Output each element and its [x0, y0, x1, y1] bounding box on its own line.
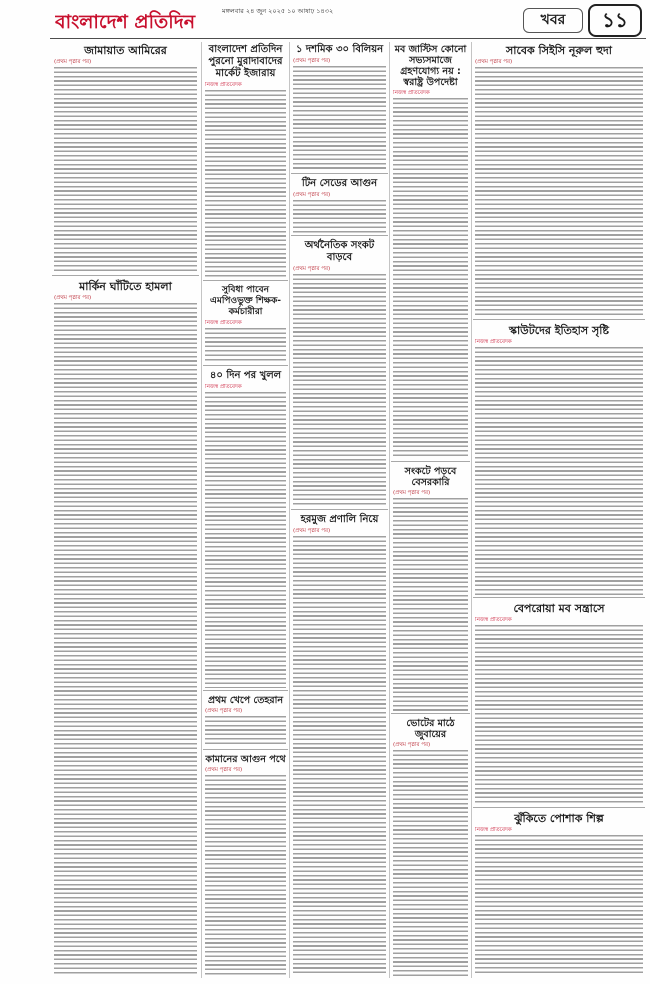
article-body-text [475, 625, 643, 805]
article-tin-shed-fire [291, 176, 388, 236]
article-reopened-after-40-days [203, 368, 288, 691]
article-body-text [293, 66, 386, 171]
article-mpo-teachers [203, 283, 288, 366]
article-byline: নিজস্ব প্রতিবেদক [393, 90, 430, 96]
article-headline: বেপরোয়া মব সন্ত্রাসে [513, 602, 605, 615]
article-zubair [391, 716, 470, 978]
continuation-note: (প্রথম পৃষ্ঠার পর) [54, 59, 92, 65]
article-economic-crisis [291, 238, 388, 510]
article-headline: বাংলাদেশ প্রতিদিন পুরনো মুরাদাবাদের মার্কেট ইজারায় [208, 44, 283, 79]
article-byline: নিজস্ব প্রতিবেদক [205, 82, 242, 88]
article-mob-justice [391, 42, 470, 462]
continuation-note: (প্রথম পৃষ্ঠার পর) [205, 767, 243, 773]
article-headline: ৪০ দিন পর খুলল [209, 370, 282, 381]
continuation-note: (প্রথম পৃষ্ঠার পর) [205, 708, 243, 714]
article-headline: সুবিধা পাবেন এমপিওভুক্ত শিক্ষক-কর্মচারীরা [210, 285, 281, 317]
continuation-note: (প্রথম পৃষ্ঠার পর) [54, 295, 92, 301]
article-garment-industry [473, 810, 645, 978]
article-body-text [393, 498, 468, 711]
article-byline: নিজস্ব প্রতিবেদক [475, 827, 512, 833]
article-body-text [475, 835, 643, 976]
continuation-note: (প্রথম পৃষ্ঠার পর) [475, 59, 513, 65]
column-divider [389, 42, 390, 978]
column-divider [289, 42, 290, 978]
article-former-cec [473, 42, 645, 320]
article-body-text [205, 392, 286, 688]
article-mob-terror [473, 600, 645, 808]
masthead-divider [50, 38, 646, 39]
article-scouts-history [473, 322, 645, 598]
article-byline: নিজস্ব প্রতিবেদক [475, 339, 512, 345]
column-divider [201, 42, 202, 978]
issue-date: মঙ্গলবার ২৪ জুন ২০২৫ ১০ আষাঢ় ১৪৩২ [222, 7, 334, 15]
article-headline: টিন সেডের আগুন [301, 178, 378, 189]
article-byline: নিজস্ব প্রতিবেদক [475, 617, 512, 623]
continuation-note: (প্রথম পৃষ্ঠার পর) [293, 266, 331, 272]
article-headline: কামানের আগুন পথে [205, 754, 286, 765]
article-private-sector-crisis [391, 464, 470, 714]
article-headline: প্রথম খেপে তেহরান [207, 695, 284, 706]
article-market-lease [203, 42, 288, 281]
article-body-text [205, 90, 286, 278]
article-body-text [393, 750, 468, 976]
article-body-text [54, 303, 197, 976]
article-jamaat-ameer [52, 42, 199, 276]
continuation-note: (প্রথম পৃষ্ঠার পর) [293, 58, 331, 64]
article-headline: সাবেক সিইসি নূরুল হুদা [506, 44, 612, 57]
article-body-text [293, 274, 386, 507]
article-1-30-billion [291, 42, 388, 174]
article-headline: স্কাউটদের ইতিহাস সৃষ্টি [509, 324, 609, 337]
article-headline: অর্থনৈতিক সংকট বাড়বে [304, 240, 375, 263]
article-tehran [203, 693, 288, 750]
continuation-note: (প্রথম পৃষ্ঠার পর) [393, 490, 431, 496]
article-headline: সংকটে পড়বে বেসরকারি [404, 466, 457, 488]
article-body-text [54, 67, 197, 273]
newspaper-logo: বাংলাদেশ প্রতিদিন [55, 11, 196, 33]
article-cannon-fire [203, 752, 288, 978]
article-body-text [475, 67, 643, 317]
page-number: ১১ [588, 4, 642, 37]
article-hormuz-strait [291, 512, 388, 978]
column-divider [471, 42, 472, 978]
article-headline: জামায়াত আমিরের [84, 44, 167, 57]
continuation-note: (প্রথম পৃষ্ঠার পর) [293, 528, 331, 534]
article-us-base-attack [52, 278, 199, 978]
article-headline: ১ দশমিক ৩০ বিলিয়ন [295, 44, 384, 55]
continuation-note: (প্রথম পৃষ্ঠার পর) [393, 742, 431, 748]
article-headline: হরমুজ প্রণালি নিয়ে [300, 514, 379, 525]
article-body-text [205, 716, 286, 747]
article-body-text [293, 536, 386, 976]
continuation-note: (প্রথম পৃষ্ঠার পর) [293, 192, 331, 198]
article-byline: নিজস্ব প্রতিবেদক [205, 320, 242, 326]
article-body-text [205, 328, 286, 363]
article-headline: ঝুঁকিতে পোশাক শিল্প [514, 812, 604, 825]
article-body-text [205, 775, 286, 976]
article-body-text [393, 98, 468, 459]
article-body-text [293, 200, 386, 233]
article-byline: নিজস্ব প্রতিবেদক [205, 384, 242, 390]
article-headline: মার্কিন ঘাঁটিতে হামলা [79, 280, 172, 293]
article-headline: ভোটের মাঠে জুবায়ের [406, 718, 455, 740]
article-body-text [475, 347, 643, 595]
section-label: খবর [523, 8, 583, 33]
article-headline: মব জাস্টিস কোনো সভ্যসমাজে গ্রহণযোগ্য নয় : স্বরাষ্ট্র উপদেষ্টা [394, 44, 467, 88]
